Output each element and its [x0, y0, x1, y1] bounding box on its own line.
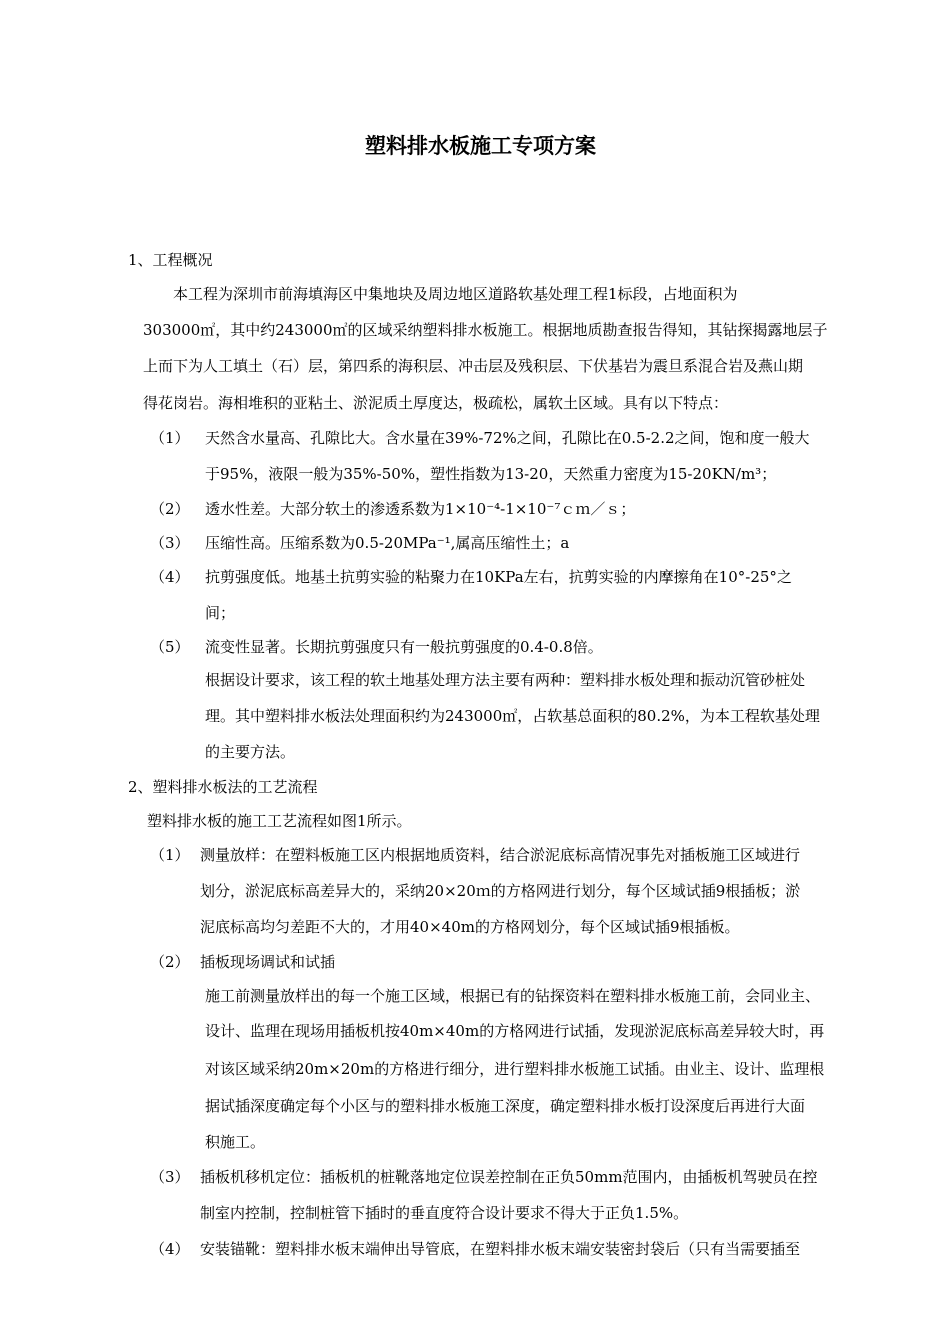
- list-item-line: 安装锚靴：塑料排水板末端伸出导管底，在塑料排水板末端安装密封袋后（只有当需要插至: [200, 1240, 801, 1258]
- document-title: 塑料排水板施工专项方案: [365, 134, 596, 158]
- list-item-line: 插板现场调试和试插: [200, 953, 336, 971]
- list-item-line: 流变性显著。长期抗剪强度只有一般抗剪强度的0.4-0.8倍。: [205, 638, 603, 656]
- list-number: （2）: [150, 953, 190, 971]
- list-item-line: 泥底标高均匀差距不大的，才用40×40m的方格网划分，每个区域试插9根插板。: [200, 918, 740, 936]
- section-1-heading: 1、工程概况: [128, 251, 213, 269]
- list-item-line: 插板机移机定位：插板机的桩靴落地定位误差控制在正负50mm范围内，由插板机驾驶员在控: [200, 1168, 818, 1186]
- paragraph-line: 303000㎡，其中约243000㎡的区域采纳塑料排水板施工。根据地质勘查报告得知，其钻探揭露地层子: [143, 321, 828, 339]
- paragraph-line: 设计、监理在现场用插板机按40m×40m的方格网进行试插，发现淤泥底标高差异较大时，再: [205, 1022, 825, 1040]
- paragraph-line: 的主要方法。: [205, 743, 296, 761]
- list-number: （1）: [150, 846, 190, 864]
- paragraph-line: 上而下为人工填土（石）层，第四系的海积层、冲击层及残积层、下伏基岩为震旦系混合岩及燕山期: [143, 357, 804, 375]
- list-item-line: 透水性差。大部分软土的渗透系数为1×10⁻⁴-1×10⁻⁷ｃｍ／ｓ；: [205, 500, 636, 518]
- list-item-line: 压缩性高。压缩系数为0.5-20MPa⁻¹,属高压缩性土；a: [205, 534, 570, 552]
- paragraph-line: 施工前测量放样出的每一个施工区域，根据已有的钻探资料在塑料排水板施工前，会同业主、: [205, 987, 821, 1005]
- list-item-line: 测量放样：在塑料板施工区内根据地质资料，结合淤泥底标高情况事先对插板施工区域进行: [200, 846, 801, 864]
- paragraph-line: 塑料排水板的施工工艺流程如图1所示。: [147, 812, 412, 830]
- paragraph-line: 本工程为深圳市前海填海区中集地块及周边地区道路软基处理工程1标段，占地面积为: [173, 285, 738, 303]
- list-item-line: 划分，淤泥底标高差异大的，采纳20×20ｍ的方格网进行划分，每个区域试插9根插板；淤: [200, 882, 801, 900]
- list-item-line: 制室内控制，控制桩管下插时的垂直度符合设计要求不得大于正负1.5%。: [200, 1204, 689, 1222]
- paragraph-line: 理。其中塑料排水板法处理面积约为243000㎡，占软基总面积的80.2%，为本工程软基处理: [205, 707, 820, 725]
- paragraph-line: 根据设计要求，该工程的软土地基处理方法主要有两种：塑料排水板处理和振动沉管砂桩处: [205, 671, 806, 689]
- paragraph-line: 据试插深度确定每个小区与的塑料排水板施工深度，确定塑料排水板打设深度后再进行大面: [205, 1097, 806, 1115]
- list-item-line: 天然含水量高、孔隙比大。含水量在39%-72%之间，孔隙比在0.5-2.2之间，饱和度一般大: [205, 429, 810, 447]
- list-number: （4）: [150, 568, 190, 586]
- list-number: （4）: [150, 1240, 190, 1258]
- list-number: （1）: [150, 429, 190, 447]
- list-number: （2）: [150, 500, 190, 518]
- list-number: （3）: [150, 1168, 190, 1186]
- paragraph-line: 对该区域采纳20m×20m的方格进行细分，进行塑料排水板施工试插。由业主、设计、监理根: [205, 1060, 825, 1078]
- list-number: （3）: [150, 534, 190, 552]
- section-2-heading: 2、塑料排水板法的工艺流程: [128, 778, 318, 796]
- paragraph-line: 得花岗岩。海相堆积的亚粘土、淤泥质土厚度达，极疏松，属软土区域。具有以下特点：: [143, 394, 729, 412]
- list-item-line: 抗剪强度低。地基土抗剪实验的粘聚力在10KPa左右，抗剪实验的内摩擦角在10°-25°之: [205, 568, 792, 586]
- paragraph-line: 积施工。: [205, 1133, 266, 1151]
- list-item-line: 间；: [205, 604, 236, 622]
- list-item-line: 于95%，液限一般为35%-50%，塑性指数为13-20，天然重力密度为15-20KN/m³；: [205, 465, 777, 483]
- list-number: （5）: [150, 638, 190, 656]
